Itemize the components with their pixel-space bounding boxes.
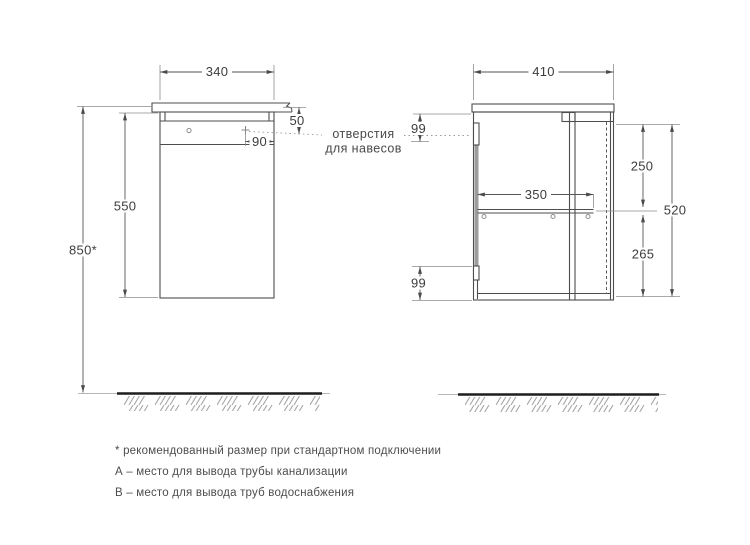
side-top-rail bbox=[562, 113, 575, 122]
ground-hatch-left bbox=[120, 396, 320, 411]
dim-side-hanger-top: 99 bbox=[410, 121, 427, 136]
hanger-bracket-bottom bbox=[474, 266, 480, 280]
hanger-bracket-top bbox=[474, 123, 480, 145]
dim-side-below-shelf: 265 bbox=[631, 246, 655, 262]
dim-front-cabinet-height: 550 bbox=[113, 198, 137, 214]
footnote-sewer-outlet: А – место для вывода трубы канализации bbox=[115, 466, 348, 478]
dim-front-hole-offset: 90 bbox=[251, 134, 268, 149]
leader-note-line1: отверстия bbox=[332, 127, 395, 141]
dim-side-body-height: 520 bbox=[663, 202, 687, 218]
ground-left bbox=[78, 394, 330, 412]
footnote-recommended-size: * рекомендованный размер при стандартном подключении bbox=[115, 445, 442, 457]
side-back-panel bbox=[475, 145, 479, 266]
side-carcass bbox=[474, 112, 614, 300]
shelf-pins bbox=[482, 215, 590, 219]
dim-front-total-height: 850* bbox=[69, 242, 97, 258]
ground-right bbox=[438, 395, 666, 413]
dim-side-shelf-depth: 350 bbox=[524, 187, 548, 202]
front-countertop bbox=[152, 103, 292, 112]
front-view bbox=[152, 103, 292, 298]
leader-note bbox=[325, 127, 402, 156]
side-dimensions bbox=[409, 64, 691, 301]
side-countertop bbox=[472, 104, 614, 112]
hanger-hole bbox=[187, 128, 191, 132]
dim-side-hanger-bottom: 99 bbox=[410, 275, 427, 291]
footnote-water-outlet: В – место для вывода труб водоснабжения bbox=[115, 487, 355, 499]
ground-hatch-right bbox=[462, 397, 658, 412]
side-view bbox=[472, 104, 614, 300]
dim-front-top-gap: 50 bbox=[289, 113, 305, 128]
dim-side-depth: 410 bbox=[532, 64, 555, 79]
dim-side-above-shelf: 250 bbox=[630, 158, 654, 174]
leader-note-line2: для навесов bbox=[325, 141, 402, 156]
dim-front-width: 340 bbox=[205, 64, 229, 79]
